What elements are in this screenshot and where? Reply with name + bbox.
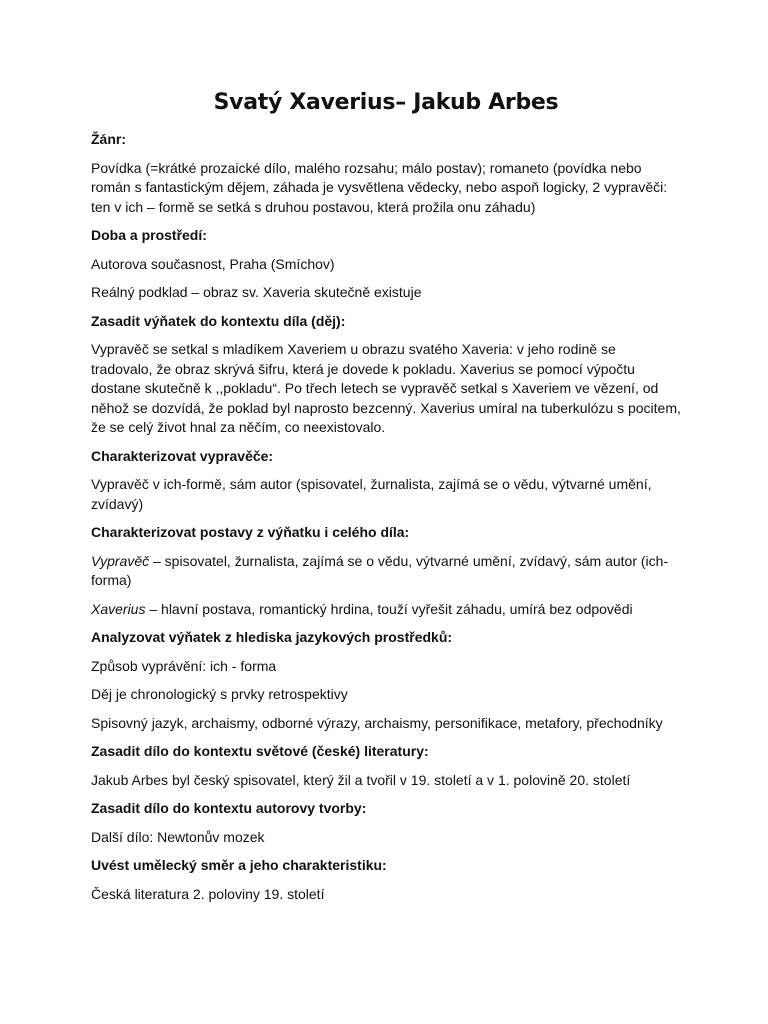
paragraph-author-work: Další dílo: Newtonův mozek <box>91 828 265 845</box>
paragraph-movement: Česká literatura 2. poloviny 19. století <box>91 885 325 902</box>
heading-setting: Doba a prostředí: <box>91 227 207 243</box>
heading-narrator: Charakterizovat vypravěče: <box>91 447 274 464</box>
paragraph-setting-2: Reálný podklad – obraz sv. Xaveria skutečně existuje <box>91 284 422 300</box>
paragraph-character-narrator <box>91 552 681 591</box>
character-desc-xaverius: – hlavní postava, romantický hrdina, touží vyřešit záhadu, umírá bez odpovědi <box>145 600 633 617</box>
paragraph-plot: Vypravěč se setkal s mladíkem Xaveriem u obrazu svatého Xaveria: v jeho rodině se tradovalo, že obraz skrývá šifru, která je dovede k pokladu. Xaverius se pomocí výpočtu dostane skutečně k ,,pokladu“. Po třech letech se vypravěč setkal s Xaveriem ve vězení, od něhož se dozvídá, že poklad byl naprosto bezcenný. Xaverius umíral na tuberkulózu s pocitem, že se celý život hnal za něčím, co neexistovalo. <box>91 341 681 435</box>
character-desc-narrator: – spisovatel, žurnalista, zajímá se o vědu, výtvarné umění, zvídavý, sám autor (ich-forma) <box>91 552 669 588</box>
paragraph-character-xaverius <box>91 600 681 620</box>
paragraph-narrator: Vypravěč v ich-formě, sám autor (spisovatel, žurnalista, zajímá se o vědu, výtvarné umění, zvídavý) <box>91 476 652 512</box>
heading-characters: Charakterizovat postavy z výňatku i celého díla: <box>91 524 410 540</box>
paragraph-setting-1: Autorova současnost, Praha (Smíchov) <box>91 255 335 272</box>
heading-movement: Uvést umělecký směr a jeho charakteristiku: <box>91 857 387 873</box>
heading-genre: Žánr: <box>91 131 126 147</box>
character-name-narrator: Vypravěč <box>91 552 150 569</box>
paragraph-language-1: Způsob vyprávění: ich - forma <box>91 657 277 674</box>
paragraph-language-2: Děj je chronologický s prvky retrospektivy <box>91 686 348 702</box>
heading-author-work: Zasadit dílo do kontextu autorovy tvorby: <box>91 800 367 816</box>
character-name-xaverius: Xaverius <box>91 600 146 617</box>
paragraph-genre: Povídka (=krátké prozaické dílo, malého rozsahu; málo postav); romaneto (povídka nebo román s fantastickým dějem, záhada je vysvětlena vědecky, nebo aspoň logicky, 2 vypravěči: ten v ich – formě se setká s druhou postavou, která prožila onu záhadu) <box>91 159 668 215</box>
document-title: Svatý Xaverius– Jakub Arbes <box>213 90 559 115</box>
heading-language: Analyzovat výňatek z hlediska jazykových prostředků: <box>91 629 453 645</box>
document-page <box>91 88 681 913</box>
heading-plot: Zasadit výňatek do kontextu díla (děj): <box>91 312 346 329</box>
paragraph-literature: Jakub Arbes byl český spisovatel, který žil a tvořil v 19. století a v 1. polovině 20. století <box>91 771 631 788</box>
heading-literature: Zasadit dílo do kontextu světové (české) literatury: <box>91 743 429 759</box>
paragraph-language-3: Spisovný jazyk, archaismy, odborné výrazy, archaismy, personifikace, metafory, přechodníky <box>91 714 663 731</box>
